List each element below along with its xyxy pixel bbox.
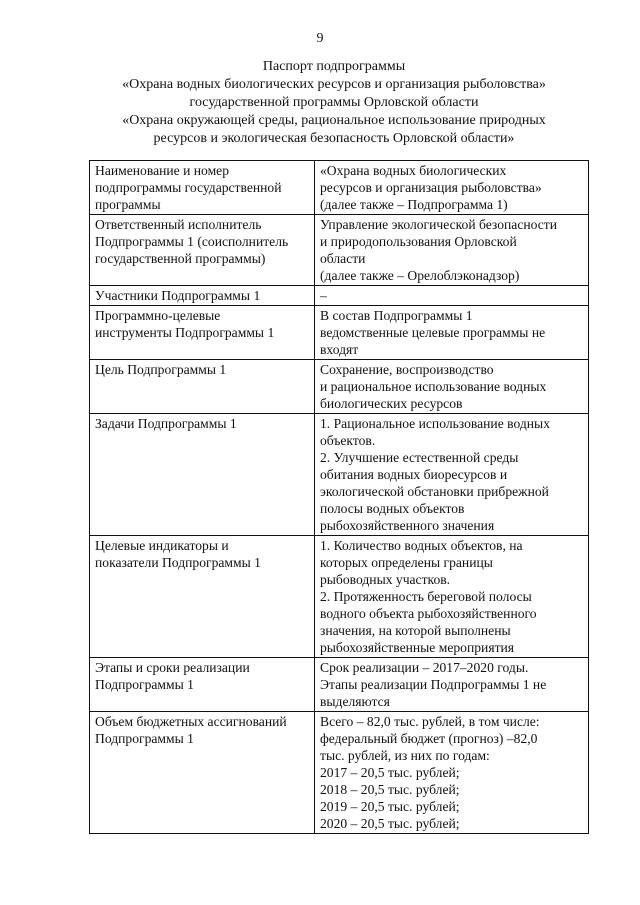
label-line: показатели Подпрограммы 1 xyxy=(95,555,261,570)
table-row xyxy=(90,712,589,834)
value-line: ресурсов и организация рыболовства» xyxy=(320,180,542,195)
row-label-cell xyxy=(90,536,315,658)
value-line: 2. Улучшение естественной среды xyxy=(320,450,519,465)
label-line: Цель Подпрограммы 1 xyxy=(95,362,227,377)
value-line: Сохранение, воспроизводство xyxy=(320,362,494,377)
value-line: экологической обстановки прибрежной xyxy=(320,484,549,499)
row-label-cell xyxy=(90,161,315,215)
row-label-cell xyxy=(90,306,315,360)
table-row xyxy=(90,360,589,414)
value-line: которых определены границы xyxy=(320,555,493,570)
passport-table-body xyxy=(90,161,589,834)
document-title xyxy=(60,58,608,148)
value-line: Всего – 82,0 тыс. рублей, в том числе: xyxy=(320,714,540,729)
row-label-cell xyxy=(90,286,315,306)
value-line: полосы водных объектов xyxy=(320,501,465,516)
value-line: и природопользования Орловской xyxy=(320,234,517,249)
value-line: и рациональное использование водных xyxy=(320,379,547,394)
value-line: входят xyxy=(320,342,359,357)
value-line: выделяются xyxy=(320,694,390,709)
value-line: 2018 – 20,5 тыс. рублей; xyxy=(320,782,460,797)
value-line: (далее также – Подпрограмма 1) xyxy=(320,197,508,212)
row-value-cell xyxy=(315,215,589,286)
row-label-cell xyxy=(90,712,315,834)
value-line: 2019 – 20,5 тыс. рублей; xyxy=(320,799,460,814)
table-row xyxy=(90,161,589,215)
label-line: Подпрограммы 1 xyxy=(95,731,194,746)
value-line: области xyxy=(320,251,366,266)
value-line: ведомственные целевые программы не xyxy=(320,325,546,340)
label-line: Ответственный исполнитель xyxy=(95,217,262,232)
title-line: «Охрана окружающей среды, рациональное использование природных xyxy=(122,113,546,128)
table-row xyxy=(90,536,589,658)
label-line: Объем бюджетных ассигнований xyxy=(95,714,287,729)
label-line: подпрограммы государственной xyxy=(95,180,282,195)
value-line: обитания водных биоресурсов и xyxy=(320,467,508,482)
label-line: Программно-целевые xyxy=(95,308,221,323)
title-line: ресурсов и экологическая безопасность Орловской области» xyxy=(153,131,515,146)
value-line: Срок реализации – 2017–2020 годы. xyxy=(320,660,529,675)
value-line: 2. Протяженность береговой полосы xyxy=(320,589,532,604)
value-line: водного объекта рыбохозяйственного xyxy=(320,606,537,621)
value-line: федеральный бюджет (прогноз) –82,0 xyxy=(320,731,538,746)
value-line: Управление экологической безопасности xyxy=(320,217,558,232)
value-line: Этапы реализации Подпрограммы 1 не xyxy=(320,677,547,692)
value-line: 2017 – 20,5 тыс. рублей; xyxy=(320,765,460,780)
title-line: государственной программы Орловской области xyxy=(189,95,479,110)
label-line: Подпрограммы 1 (соисполнитель xyxy=(95,234,289,249)
row-label-cell xyxy=(90,215,315,286)
row-value-cell xyxy=(315,161,589,215)
passport-table xyxy=(89,160,589,834)
title-line: «Охрана водных биологических ресурсов и организация рыболовства» xyxy=(122,77,546,92)
table-row xyxy=(90,658,589,712)
label-line: Участники Подпрограммы 1 xyxy=(95,288,261,303)
value-line: рыбоводных участков. xyxy=(320,572,451,587)
table-row xyxy=(90,215,589,286)
value-line: «Охрана водных биологических xyxy=(320,163,507,178)
label-line: инструменты Подпрограммы 1 xyxy=(95,325,275,340)
title-line: Паспорт подпрограммы xyxy=(262,59,406,74)
value-line: 1. Рациональное использование водных xyxy=(320,416,550,431)
row-label-cell xyxy=(90,360,315,414)
row-label-cell xyxy=(90,658,315,712)
row-value-cell xyxy=(315,360,589,414)
label-line: Целевые индикаторы и xyxy=(95,538,229,553)
label-line: Задачи Подпрограммы 1 xyxy=(95,416,237,431)
row-value-cell xyxy=(315,712,589,834)
row-value-cell xyxy=(315,658,589,712)
value-line: тыс. рублей, из них по годам: xyxy=(320,748,490,763)
value-line: объектов. xyxy=(320,433,376,448)
value-line: (далее также – Орелоблэконадзор) xyxy=(320,268,520,283)
table-row xyxy=(90,286,589,306)
row-value-cell xyxy=(315,286,589,306)
label-line: программы xyxy=(95,197,161,212)
page-number: 9 xyxy=(316,31,324,46)
label-line: Наименование и номер xyxy=(95,163,230,178)
label-line: государственной программы) xyxy=(95,251,266,266)
row-value-cell xyxy=(315,306,589,360)
label-line: Этапы и сроки реализации xyxy=(95,660,250,675)
value-line: 1. Количество водных объектов, на xyxy=(320,538,523,553)
row-value-cell xyxy=(315,414,589,536)
value-line: рыбохозяйственные мероприятия xyxy=(320,640,515,655)
value-line: – xyxy=(320,288,327,303)
table-row xyxy=(90,306,589,360)
table-row xyxy=(90,414,589,536)
value-line: значения, на которой выполнены xyxy=(320,623,511,638)
value-line: биологических ресурсов xyxy=(320,396,463,411)
value-line: В состав Подпрограммы 1 xyxy=(320,308,473,323)
label-line: Подпрограммы 1 xyxy=(95,677,194,692)
row-value-cell xyxy=(315,536,589,658)
value-line: рыбохозяйственного значения xyxy=(320,518,495,533)
value-line: 2020 – 20,5 тыс. рублей; xyxy=(320,816,460,831)
row-label-cell xyxy=(90,414,315,536)
